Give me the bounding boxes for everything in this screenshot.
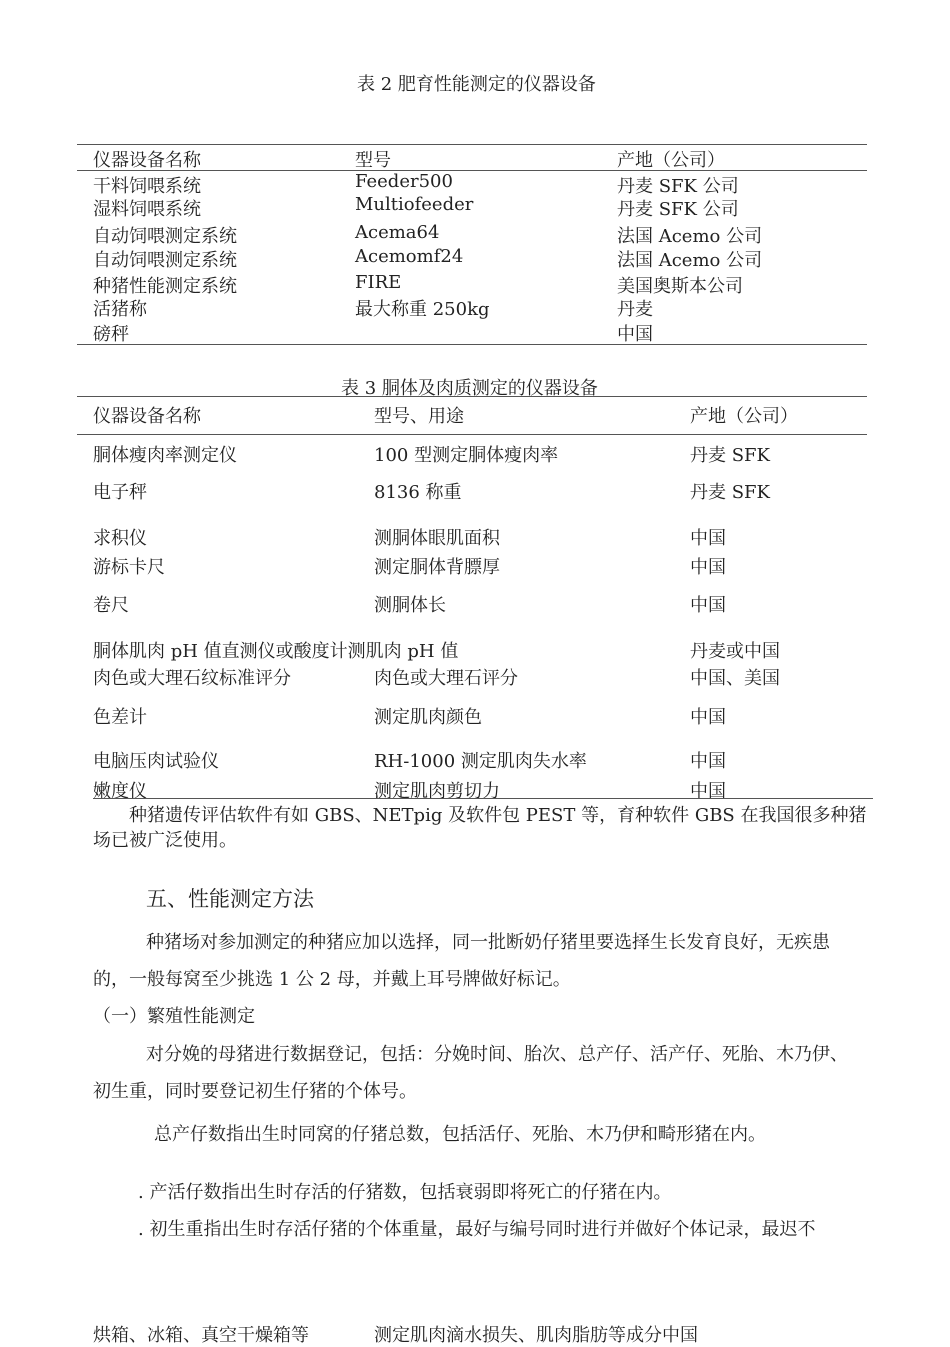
table3-cell: 测定肌肉剪切力 — [374, 781, 500, 802]
paragraph-birth-weight: . 初生重指出生时存活仔猪的个体重量，最好与编号同时进行并做好个体记录，最迟不 — [138, 1219, 816, 1240]
subsection-title: （一）繁殖性能测定 — [93, 1006, 255, 1027]
table2-header-model: 型号 — [355, 150, 391, 171]
table3-cell: 测定胴体背膘厚 — [374, 557, 500, 578]
table2-header-name: 仪器设备名称 — [93, 150, 201, 171]
table3-cell: 中国 — [690, 781, 726, 802]
footer-row-instrument: 烘箱、冰箱、真空干燥箱等 — [93, 1325, 309, 1346]
table2-caption: 表 2 肥育性能测定的仪器设备 — [357, 74, 596, 95]
table3-cell: 卷尺 — [93, 595, 129, 616]
paragraph-record-line1: 对分娩的母猪进行数据登记，包括：分娩时间、胎次、总产仔、活产仔、死胎、木乃伊、 — [146, 1044, 848, 1065]
table3-cell: 中国 — [690, 528, 726, 549]
table3-cell: 色差计 — [93, 707, 147, 728]
table2-cell: 自动饲喂测定系统 — [93, 226, 237, 247]
table3-cell: 胴体肌肉 pH 值直测仪或酸度计测肌肉 pH 值 — [93, 641, 459, 662]
table3-cell: 8136 称重 — [374, 482, 462, 503]
table2-bottom-rule — [77, 344, 867, 345]
table3-header-rule — [77, 434, 867, 435]
table2-cell: 活猪称 — [93, 299, 147, 320]
table2-cell: 最大称重 250kg — [355, 299, 490, 320]
paragraph-record-line2: 初生重，同时要登记初生仔猪的个体号。 — [93, 1081, 417, 1102]
table3-cell: 求积仪 — [93, 528, 147, 549]
table3-cell: 丹麦 SFK — [690, 445, 770, 466]
table3-cell: 中国 — [690, 595, 726, 616]
table3-cell: 中国 — [690, 557, 726, 578]
table3-cell: 中国 — [690, 751, 726, 772]
footer-row-purpose: 测定肌肉滴水损失、肌肉脂肪等成分中国 — [374, 1325, 698, 1346]
table2-cell: 自动饲喂测定系统 — [93, 250, 237, 271]
table2-cell: 湿料饲喂系统 — [93, 199, 201, 220]
table2-cell: 法国 Acemo 公司 — [617, 250, 763, 271]
table2-cell: 丹麦 SFK 公司 — [617, 176, 739, 197]
table3-cell: 100 型测定胴体瘦肉率 — [374, 445, 559, 466]
table2-top-rule — [77, 144, 867, 145]
paragraph-software-line2: 场已被广泛使用。 — [93, 830, 237, 851]
table3-cell: 胴体瘦肉率测定仪 — [93, 445, 237, 466]
table3-cell: 测定肌肉颜色 — [374, 707, 482, 728]
table2-cell: 法国 Acemo 公司 — [617, 226, 763, 247]
table3-bottom-rule — [93, 798, 873, 799]
paragraph-software-line1: 种猪遗传评估软件有如 GBS、NETpig 及软件包 PEST 等，育种软件 GBS 在我国很多种猪 — [129, 805, 867, 826]
table3-header-model: 型号、用途 — [374, 406, 464, 427]
table3-cell: 游标卡尺 — [93, 557, 165, 578]
table2-cell: Multiofeeder — [355, 194, 474, 215]
table2-cell: 丹麦 — [617, 299, 653, 320]
table3-cell: RH-1000 测定肌肉失水率 — [374, 751, 587, 772]
section-title: 五、性能测定方法 — [146, 887, 314, 911]
table2-cell: 干料饲喂系统 — [93, 176, 201, 197]
paragraph-selection-line1: 种猪场对参加测定的种猪应加以选择，同一批断奶仔猪里要选择生长发育良好，无疾患 — [146, 932, 830, 953]
table2-cell: Feeder500 — [355, 171, 453, 192]
paragraph-total-litter: 总产仔数指出生时同窝的仔猪总数，包括活仔、死胎、木乃伊和畸形猪在内。 — [154, 1124, 766, 1145]
table3-header-origin: 产地（公司） — [690, 406, 798, 427]
table3-cell: 电子秤 — [93, 482, 147, 503]
table3-cell: 丹麦或中国 — [690, 641, 780, 662]
paragraph-live-litter: . 产活仔数指出生时存活的仔猪数，包括衰弱即将死亡的仔猪在内。 — [138, 1182, 672, 1203]
table2-cell: Acema64 — [355, 222, 440, 243]
table2-cell: FIRE — [355, 272, 402, 293]
table3-cell: 嫩度仪 — [93, 781, 147, 802]
table2-cell: 种猪性能测定系统 — [93, 276, 237, 297]
table3-header-name: 仪器设备名称 — [93, 406, 201, 427]
table2-cell: 丹麦 SFK 公司 — [617, 199, 739, 220]
table2-cell: 美国奥斯本公司 — [617, 276, 743, 297]
table2-cell: Acemomf24 — [355, 246, 464, 267]
table3-top-rule — [77, 396, 867, 397]
table3-cell: 肉色或大理石纹标准评分 — [93, 668, 291, 689]
table3-cell: 中国、美国 — [690, 668, 780, 689]
table3-cell: 中国 — [690, 707, 726, 728]
table2-header-rule — [77, 170, 867, 171]
table2-header-origin: 产地（公司） — [617, 150, 725, 171]
table3-caption: 表 3 胴体及肉质测定的仪器设备 — [341, 378, 598, 399]
table2-cell: 中国 — [617, 324, 653, 345]
table3-cell: 电脑压肉试验仪 — [93, 751, 219, 772]
table3-cell: 测胴体眼肌面积 — [374, 528, 500, 549]
table3-cell: 测胴体长 — [374, 595, 446, 616]
paragraph-selection-line2: 的，一般每窝至少挑选 1 公 2 母，并戴上耳号牌做好标记。 — [93, 969, 571, 990]
table3-cell: 肉色或大理石评分 — [374, 668, 518, 689]
table3-cell: 丹麦 SFK — [690, 482, 770, 503]
table2-cell: 磅秤 — [93, 324, 129, 345]
